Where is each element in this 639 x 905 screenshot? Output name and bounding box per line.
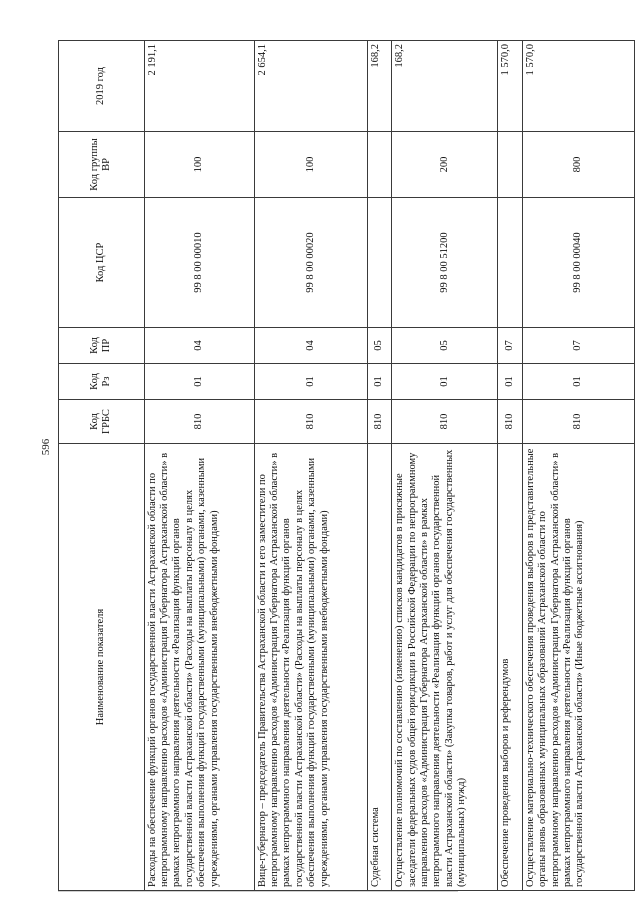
row-name: Обеспечение проведения выборов и референдумов — [498, 444, 522, 891]
row-csr — [498, 198, 522, 328]
row-rz: 01 — [522, 364, 634, 400]
row-csr: 99 8 00 00040 — [522, 198, 634, 328]
table-row — [144, 41, 254, 891]
row-rz: 01 — [367, 364, 391, 400]
row-rz: 01 — [392, 364, 498, 400]
budget-table — [58, 40, 635, 891]
row-name: Судебная система — [367, 444, 391, 891]
header-csr: Код ЦСР — [59, 198, 145, 328]
table-row — [367, 41, 391, 891]
row-pr: 07 — [522, 328, 634, 364]
row-vr — [367, 132, 391, 198]
row-rz: 01 — [144, 364, 254, 400]
row-grbs: 810 — [498, 400, 522, 444]
row-grbs: 810 — [367, 400, 391, 444]
row-amount: 168,2 — [392, 41, 498, 132]
row-vr: 800 — [522, 132, 634, 198]
row-grbs: 810 — [392, 400, 498, 444]
row-pr: 04 — [254, 328, 367, 364]
row-name: Вице-губернатор – председатель Правительства Астраханской области и его заместители по непрограммному направлению расходов «Администрация Губернатора Астраханской области» в рамках непрограммного направления деятельности «Реализация функций органов государственной власти Астраханской области» (Расходы на выплаты персоналу в целях обеспечения выполнения функций государственными (муниципальными) органами, казенными учреждениями, органами управления государственными внебюджетными фондами) — [254, 444, 367, 891]
row-csr: 99 8 00 00020 — [254, 198, 367, 328]
row-amount: 2 654,1 — [254, 41, 367, 132]
row-amount: 168,2 — [367, 41, 391, 132]
rotated-table-wrapper — [58, 41, 635, 891]
row-grbs: 810 — [254, 400, 367, 444]
row-csr: 99 8 00 00010 — [144, 198, 254, 328]
row-pr: 07 — [498, 328, 522, 364]
row-grbs: 810 — [522, 400, 634, 444]
row-vr — [498, 132, 522, 198]
bottom-edge-line — [58, 891, 458, 892]
row-pr: 05 — [367, 328, 391, 364]
row-rz: 01 — [498, 364, 522, 400]
page-number: 596 — [40, 438, 52, 456]
row-amount: 1 570,0 — [498, 41, 522, 132]
row-vr: 200 — [392, 132, 498, 198]
row-vr: 100 — [144, 132, 254, 198]
row-name: Осуществление полномочий по составлению (изменению) списков кандидатов в присяжные заседатели федеральных судов общей юрисдикции в Российской Федерации по непрограммному направлению расходов «Администрация Губернатора Астраханской области» в рамках непрограммного направления деятельности «Реализация функций органов государственной власти Астраханской области» (Закупка товаров, работ и услуг для обеспечения государственных (муниципальных) нужд) — [392, 444, 498, 891]
row-grbs: 810 — [144, 400, 254, 444]
table-row — [392, 41, 498, 891]
header-rz: Код Рз — [59, 364, 145, 400]
row-amount: 2 191,1 — [144, 41, 254, 132]
header-row — [59, 41, 145, 891]
table-row — [254, 41, 367, 891]
row-csr — [367, 198, 391, 328]
row-vr: 100 — [254, 132, 367, 198]
header-pr: Код ПР — [59, 328, 145, 364]
row-pr: 04 — [144, 328, 254, 364]
row-amount: 1 570,0 — [522, 41, 634, 132]
header-grbs: Код ГРБС — [59, 400, 145, 444]
table-row — [498, 41, 522, 891]
header-name: Наименование показателя — [59, 444, 145, 891]
row-name: Расходы на обеспечение функций органов государственной власти Астраханской области по непрограммному направлению расходов «Администрация Губернатора Астраханской области» в рамках непрограммного направления деятельности «Реализация функций органов государственной власти Астраханской области» (Расходы на выплаты персоналу в целях обеспечения выполнения функций государственными (муниципальными) органами, казенными учреждениями, органами управления государственными внебюджетными фондами) — [144, 444, 254, 891]
row-rz: 01 — [254, 364, 367, 400]
row-pr: 05 — [392, 328, 498, 364]
header-year: 2019 год — [59, 41, 145, 132]
table-row — [522, 41, 634, 891]
header-vr: Код группы ВР — [59, 132, 145, 198]
row-csr: 99 8 00 51200 — [392, 198, 498, 328]
row-name: Осуществление материально-технического обеспечения проведения выборов в представительные органы вновь образованных муниципальных образований Астраханской области по непрограммному направлению расходов «Администрация Губернатора Астраханской области» в рамках непрограммного направления деятельности «Реализация функций органов государственной власти Астраханской области» (Иные бюджетные ассигнования) — [522, 444, 634, 891]
